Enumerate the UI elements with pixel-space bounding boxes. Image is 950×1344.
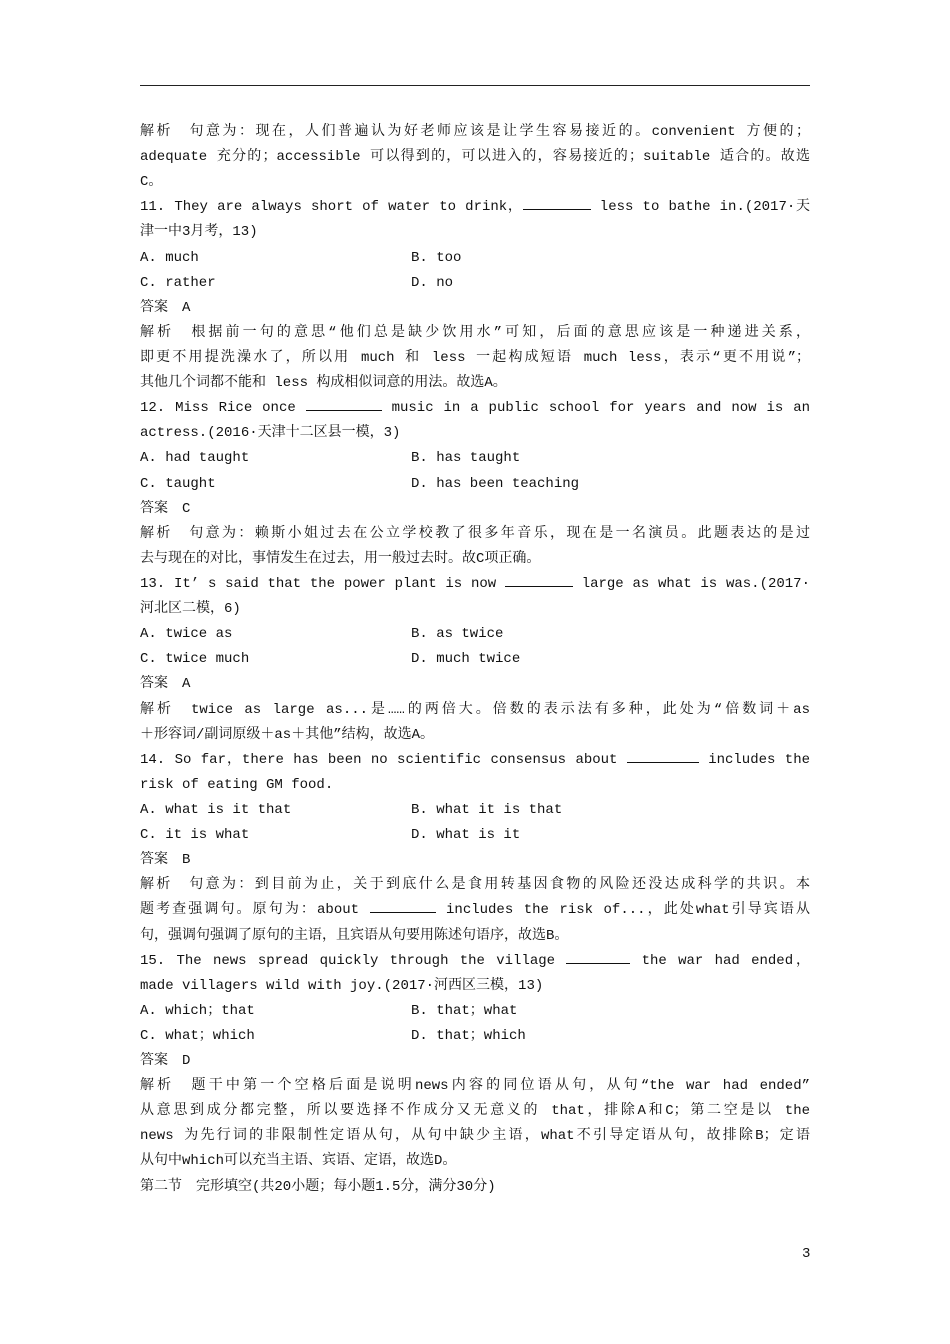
text-line: 答案 B — [140, 852, 191, 869]
question-stem-line — [140, 396, 810, 421]
stem-after: music in a public school for years and now is an — [381, 400, 810, 417]
answer-blank — [370, 898, 436, 913]
option-right: D. what is it — [411, 827, 521, 844]
stem-after: the war had ended， — [630, 952, 810, 969]
option-left: A. much — [140, 249, 199, 266]
text-line: 去与现在的对比，事情发生在过去，用一般过去时。故C项正确。 — [140, 550, 541, 567]
stem-after: includes the — [698, 751, 810, 768]
option-left: A. which；that — [140, 1002, 255, 1019]
text-line: 解析 句意为：现在，人们普遍认为好老师应该是让学生容易接近的。convenient 方便的； — [140, 124, 810, 140]
stem-before: 15. The news spread quickly through the village — [140, 952, 567, 969]
option-left: C. what；which — [140, 1027, 255, 1044]
text-line: made villagers wild with joy.(2017·河西区三模，13) — [140, 977, 544, 994]
page-number: 3 — [802, 1246, 811, 1262]
option-left: A. twice as — [140, 626, 233, 643]
option-right: B. too — [411, 249, 462, 266]
stem-before: 13. It’ s said that the power plant is now — [140, 575, 505, 592]
text-line: ＋形容词/副词原级＋as＋其他”结构，故选A。 — [140, 726, 435, 743]
text-line: 从句中which可以充当主语、宾语、定语，故选D。 — [140, 1153, 457, 1170]
question-stem-line — [140, 195, 810, 220]
stem-after: large as what is was.(2017· — [572, 575, 810, 592]
text-line: 答案 D — [140, 1053, 191, 1070]
option-right: D. has been teaching — [411, 475, 580, 492]
stem-before: 题考查强调句。原句为：about — [140, 902, 370, 919]
text-line: risk of eating GM food. — [140, 776, 334, 793]
options-row — [140, 622, 810, 647]
question-stem-line — [140, 748, 810, 773]
option-left: C. rather — [140, 274, 216, 291]
question-stem-line — [140, 898, 810, 923]
stem-before: 11. They are always short of water to drink， — [140, 199, 523, 216]
answer-blank — [523, 195, 591, 210]
stem-after: less to bathe in.(2017·天 — [590, 199, 810, 216]
option-left: C. it is what — [140, 827, 250, 844]
page-body — [140, 120, 810, 1200]
answer-blank — [306, 396, 382, 411]
options-row — [140, 798, 810, 823]
answer-blank — [627, 748, 699, 763]
question-stem-line — [140, 572, 810, 597]
stem-before: 14. So far，there has been no scientific consensus about — [140, 751, 627, 768]
option-right: D. much twice — [411, 651, 521, 668]
options-row — [140, 446, 810, 471]
text-line: 第二节 完形填空(共20小题；每小题1.5分，满分30分) — [140, 1178, 496, 1195]
text-line: 河北区二模，6) — [140, 601, 241, 618]
option-right: B. as twice — [411, 626, 504, 643]
text-line: C。 — [140, 174, 163, 191]
text-line: 答案 C — [140, 500, 191, 517]
question-stem-line — [140, 949, 810, 974]
text-line: 解析 句意为：赖斯小姐过去在公立学校教了很多年音乐，现在是一名演员。此题表达的是过 — [140, 525, 810, 542]
text-line: 其他几个词都不能和 less 构成相似词意的用法。故选A。 — [140, 375, 507, 392]
text-line: 答案 A — [140, 676, 191, 693]
option-left: A. what is it that — [140, 801, 292, 818]
option-right: D. that；which — [411, 1027, 526, 1044]
text-line: 从意思到成分都完整，所以要选择不作成分又无意义的 that，排除A和C；第二空是以 the — [140, 1103, 810, 1120]
options-row — [140, 246, 810, 271]
options-row — [140, 472, 810, 497]
options-row — [140, 1024, 810, 1049]
option-right: D. no — [411, 274, 454, 291]
text-line: 解析 句意为：到目前为止，关于到底什么是食用转基因食物的风险还没达成科学的共识。本 — [140, 877, 810, 894]
option-right: B. what it is that — [411, 801, 563, 818]
text-line: 解析 根据前一句的意思“他们总是缺少饮用水”可知，后面的意思应该是一种递进关系， — [140, 324, 810, 341]
option-left: C. taught — [140, 475, 216, 492]
stem-after: includes the risk of...，此处what引导宾语从 — [435, 902, 810, 919]
answer-blank — [505, 572, 573, 587]
text-line: adequate 充分的；accessible 可以得到的，可以进入的，容易接近的；suitable 适合的。故选 — [140, 149, 810, 166]
text-line: 句，强调句强调了原句的主语，且宾语从句要用陈述句语序，故选B。 — [140, 927, 569, 944]
text-line: actress.(2016·天津十二区县一模，3) — [140, 425, 401, 442]
text-line: 解析 twice as large as...是……的两倍大。倍数的表示法有多种，此处为“倍数词＋as — [140, 701, 810, 718]
options-row — [140, 999, 810, 1024]
option-right: B. has taught — [411, 450, 521, 467]
option-right: B. that；what — [411, 1002, 518, 1019]
text-line: 答案 A — [140, 299, 191, 316]
answer-blank — [566, 949, 630, 964]
text-line: news 为先行词的非限制性定语从句，从句中缺少主语，what不引导定语从句，故排除B；定语 — [140, 1128, 810, 1145]
text-line: 解析 题干中第一个空格后面是说明news内容的同位语从句，从句“the war had ended” — [140, 1078, 810, 1095]
option-left: C. twice much — [140, 651, 250, 668]
text-line: 即更不用提洗澡水了，所以用 much 和 less 一起构成短语 much less，表示“更不用说”； — [140, 349, 810, 366]
options-row — [140, 647, 810, 672]
options-row — [140, 271, 810, 296]
options-row — [140, 823, 810, 848]
option-left: A. had taught — [140, 450, 250, 467]
header-rule — [140, 85, 810, 86]
stem-before: 12. Miss Rice once — [140, 400, 306, 417]
text-line: 津一中3月考，13) — [140, 224, 258, 241]
